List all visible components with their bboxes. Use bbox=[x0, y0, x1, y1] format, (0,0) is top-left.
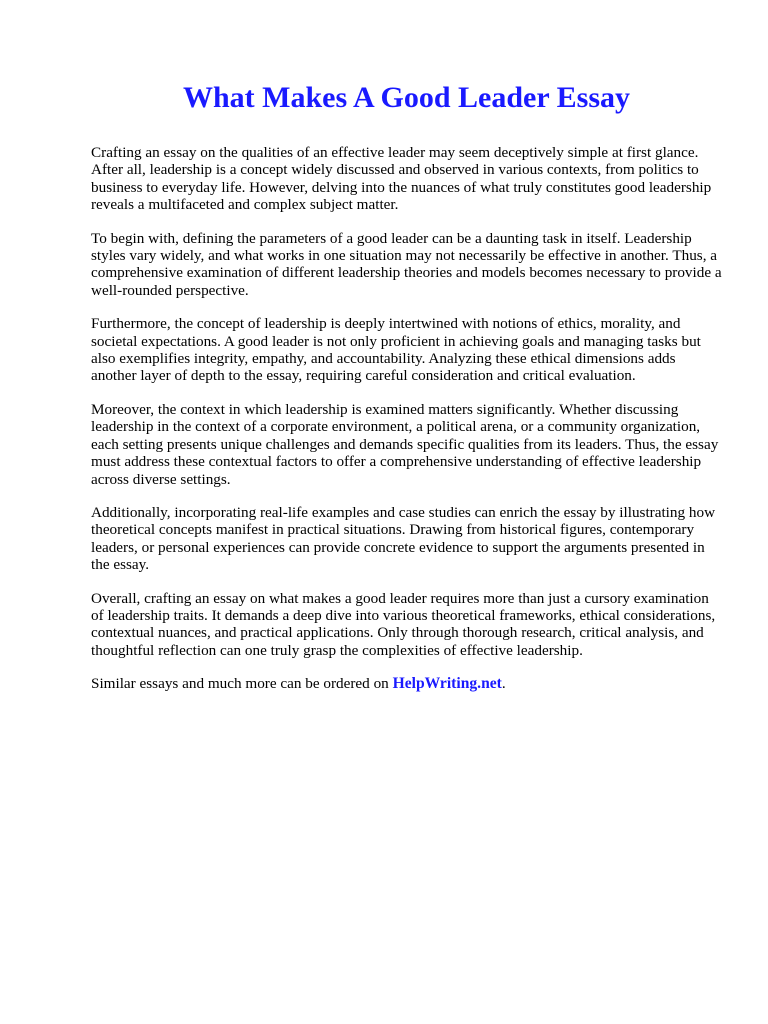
paragraph-2: To begin with, defining the parameters of a good leader can be a daunting task in itself. Leadership styles vary widely, and what works in one situation may not necessarily be effective in another. Thus, a comprehensive examination of different leadership theories and models becomes necessary to provide a well-rounded perspective. bbox=[91, 229, 722, 299]
paragraph-4: Moreover, the context in which leadership is examined matters significantly. Whether discussing leadership in the context of a corporate environment, a political arena, or a community organization, each setting presents unique challenges and demands specific qualities from its leaders. Thus, the essay must address these contextual factors to offer a comprehensive understanding of effective leadership across diverse settings. bbox=[91, 400, 719, 488]
paragraph-3: Furthermore, the concept of leadership is deeply intertwined with notions of ethics, morality, and societal expectations. A good leader is not only proficient in achieving goals and managing tasks but also exemplifies integrity, empathy, and accountability. Analyzing these ethical dimensions adds another layer of depth to the essay, requiring careful consideration and critical evaluation. bbox=[91, 315, 701, 385]
paragraph-6: Overall, crafting an essay on what makes a good leader requires more than just a cursory examination of leadership traits. It demands a deep dive into various theoretical frameworks, ethical considerations, contextual nuances, and practical applications. Only through thorough research, critical analysis, and thoughtful reflection can one truly grasp the complexities of effective leadership. bbox=[91, 589, 716, 659]
order-note bbox=[91, 675, 722, 692]
helpwriting-link[interactable]: HelpWriting.net bbox=[392, 675, 502, 693]
order-note-suffix: . bbox=[501, 675, 506, 693]
essay-body bbox=[91, 144, 722, 693]
paragraph-5: Additionally, incorporating real-life examples and case studies can enrich the essay by illustrating how theoretical concepts manifest in practical situations. Drawing from historical figures, contemporary leaders, or personal experiences can provide concrete evidence to support the arguments presented in the essay. bbox=[91, 503, 716, 574]
paragraph-1: Crafting an essay on the qualities of an effective leader may seem deceptively simple at first glance. After all, leadership is a concept widely discussed and observed in various contexts, from politics to business to everyday life. However, delving into the nuances of what truly constitutes good leadership reveals a multifaceted and complex subject matter. bbox=[91, 144, 712, 214]
page-title: What Makes A Good Leader Essay bbox=[183, 81, 630, 114]
order-note-prefix: Similar essays and much more can be ordered on bbox=[91, 675, 393, 693]
